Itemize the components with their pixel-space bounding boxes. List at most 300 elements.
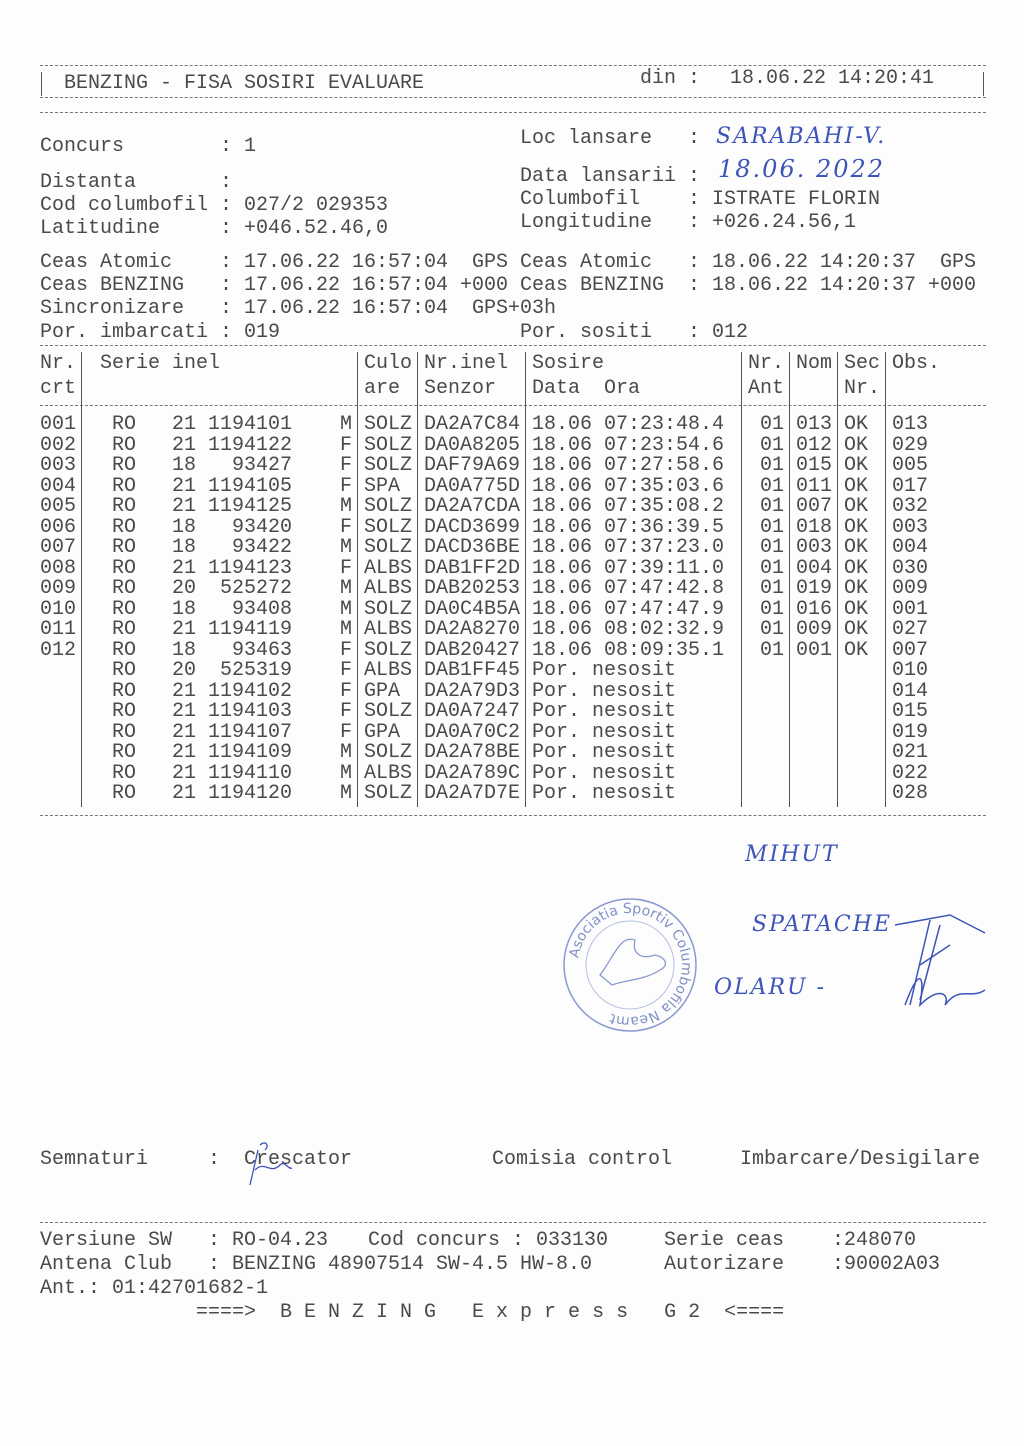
table-row — [40, 784, 986, 804]
autorizare-value: 90002A03 — [844, 1253, 941, 1276]
sensor-ring: DAB1FF2D — [424, 556, 521, 580]
column-divider — [525, 352, 526, 807]
ring-number: 93408 — [232, 597, 293, 621]
sex: F — [340, 659, 353, 682]
table-row — [40, 579, 986, 599]
obs: 027 — [892, 618, 929, 641]
color: SOLZ — [364, 597, 413, 621]
obs: 017 — [892, 474, 929, 498]
arrival: Por. nesosit — [532, 700, 677, 723]
versiune-value: : RO-04.23 — [208, 1229, 329, 1252]
table-row — [40, 597, 986, 621]
obs: 013 — [892, 413, 929, 436]
sensor-ring: DAB20253 — [424, 577, 521, 600]
arrival: 18.06 07:23:54.6 — [532, 433, 725, 457]
table-header: Serie inel — [100, 352, 221, 375]
sex: F — [340, 556, 353, 580]
info-value: 18.06.22 14:20:37 GPS — [712, 251, 977, 274]
nom: 011 — [796, 474, 833, 498]
column-divider — [885, 352, 886, 807]
table-row — [40, 497, 986, 517]
color: SOLZ — [364, 700, 413, 723]
obs: 028 — [892, 782, 929, 805]
sec-nr: OK — [844, 454, 869, 477]
sensor-ring: DA2A7D7E — [424, 782, 521, 805]
table-header: Obs. — [892, 352, 941, 375]
year: 20 — [172, 659, 197, 682]
obs: 032 — [892, 495, 929, 518]
table-header: Data Ora — [532, 377, 641, 400]
sensor-ring: DAB1FF45 — [424, 659, 521, 682]
obs: 009 — [892, 577, 929, 600]
cod-concurs-label: Cod concurs — [368, 1229, 501, 1252]
sex: M — [340, 618, 353, 641]
sex: M — [340, 577, 353, 600]
year: 18 — [172, 515, 197, 539]
sec-nr: OK — [844, 638, 869, 662]
antenna-nr: 01 — [760, 413, 785, 436]
din-value: 18.06.22 14:20:41 — [730, 67, 935, 90]
obs: 007 — [892, 638, 929, 662]
antenna-id: Ant.: 01:42701682-1 — [40, 1277, 269, 1300]
nom: 009 — [796, 618, 833, 641]
table-row — [40, 474, 986, 498]
sex: F — [340, 454, 353, 477]
nr-crt: 006 — [40, 515, 77, 539]
info-value: 17.06.22 16:57:04 +000 — [244, 274, 509, 297]
antenna-nr: 01 — [760, 433, 785, 457]
autorizare-label: Autorizare — [664, 1253, 785, 1276]
sensor-ring: DA0C4B5A — [424, 597, 521, 621]
table-row — [40, 661, 986, 681]
ring-number: 1194107 — [208, 720, 293, 744]
year: 18 — [172, 638, 197, 662]
info-label: Ceas BENZING — [40, 274, 185, 297]
info-value: 17.06.22 16:57:04 GPS — [244, 251, 509, 274]
ring-number: 525272 — [220, 577, 293, 600]
info-label: Latitudine — [40, 217, 161, 240]
year: 21 — [172, 782, 197, 805]
country: RO — [112, 474, 137, 498]
nr-crt: 009 — [40, 577, 77, 600]
column-divider — [741, 352, 742, 807]
table-header: Senzor — [424, 377, 497, 400]
info-colon: : — [220, 135, 233, 158]
sex: F — [340, 474, 353, 498]
svg-text:Asociatia Sportiv Columbofila: Asociatia Sportiv Columbofila Neamt — [566, 900, 695, 1030]
country: RO — [112, 495, 137, 518]
info-value: +026.24.56,1 — [712, 211, 857, 234]
info-colon: : — [688, 188, 701, 211]
nr-crt: 007 — [40, 536, 77, 559]
arrival: 18.06 08:02:32.9 — [532, 618, 725, 641]
color: GPA — [364, 679, 401, 703]
info-label: Sincronizare — [40, 297, 185, 320]
sex: F — [340, 433, 353, 457]
footer-colon: : — [512, 1229, 525, 1252]
table-header: Nr. — [844, 377, 881, 400]
divider — [41, 72, 42, 96]
color: ALBS — [364, 761, 413, 785]
antenna-nr: 01 — [760, 597, 785, 621]
arrival: 18.06 07:47:42.8 — [532, 577, 725, 600]
ring-number: 1194125 — [208, 495, 293, 518]
sensor-ring: DA2A7C84 — [424, 413, 521, 436]
table-row — [40, 702, 986, 722]
color: GPA — [364, 720, 401, 744]
info-label: Concurs — [40, 135, 125, 158]
ring-number: 1194105 — [208, 474, 293, 498]
sex: M — [340, 413, 353, 436]
sex: F — [340, 515, 353, 539]
obs: 014 — [892, 679, 929, 703]
info-label: Ceas Atomic — [40, 251, 173, 274]
color: SOLZ — [364, 413, 413, 436]
table-header: Nom — [796, 352, 833, 375]
arrival: 18.06 07:35:08.2 — [532, 495, 725, 518]
antenna-nr: 01 — [760, 638, 785, 662]
color: ALBS — [364, 659, 413, 682]
nr-crt: 011 — [40, 618, 77, 641]
document-title: BENZING - FISA SOSIRI EVALUARE — [64, 72, 425, 95]
sensor-ring: DA0A70C2 — [424, 720, 521, 744]
info-colon: : — [220, 274, 233, 297]
sensor-ring: DACD3699 — [424, 515, 521, 539]
obs: 010 — [892, 659, 929, 682]
table-row — [40, 620, 986, 640]
divider — [40, 1222, 986, 1223]
year: 21 — [172, 761, 197, 785]
info-value: 17.06.22 16:57:04 GPS+03h — [244, 297, 557, 320]
sex: F — [340, 700, 353, 723]
sensor-ring: DA2A78BE — [424, 741, 521, 764]
nr-crt: 012 — [40, 638, 77, 662]
ring-number: 93420 — [232, 515, 293, 539]
info-label: Data lansarii — [520, 165, 677, 188]
country: RO — [112, 556, 137, 580]
sensor-ring: DA0A7247 — [424, 700, 521, 723]
color: SOLZ — [364, 741, 413, 764]
din-label: din : — [640, 67, 701, 90]
country: RO — [112, 761, 137, 785]
antenna-nr: 01 — [760, 495, 785, 518]
year: 18 — [172, 454, 197, 477]
sec-nr: OK — [844, 413, 869, 436]
color: SOLZ — [364, 536, 413, 559]
color: ALBS — [364, 618, 413, 641]
year: 21 — [172, 474, 197, 498]
ring-number: 1194110 — [208, 761, 293, 785]
footer-colon: : — [832, 1253, 845, 1276]
arrival: Por. nesosit — [532, 741, 677, 764]
column-divider — [357, 352, 358, 807]
info-label: Cod columbofil — [40, 194, 209, 217]
info-label: Por. imbarcati — [40, 321, 209, 344]
arrival: Por. nesosit — [532, 720, 677, 744]
benzing-banner: ====> B E N Z I N G E x p r e s s G 2 <==== — [196, 1301, 785, 1324]
info-value: +046.52.46,0 — [244, 217, 389, 240]
obs: 030 — [892, 556, 929, 580]
obs: 029 — [892, 433, 929, 457]
sec-nr: OK — [844, 536, 869, 559]
sensor-ring: DA0A8205 — [424, 433, 521, 457]
info-value: 019 — [244, 321, 281, 344]
signature-spatache: SPATACHE — [752, 912, 892, 937]
serie-ceas-label: Serie ceas — [664, 1229, 785, 1252]
country: RO — [112, 577, 137, 600]
arrival: Por. nesosit — [532, 782, 677, 805]
info-colon: : — [688, 165, 701, 188]
color: ALBS — [364, 577, 413, 600]
info-colon: : — [220, 194, 233, 217]
serie-ceas-value: 248070 — [844, 1229, 917, 1252]
dove-icon — [600, 939, 665, 985]
nom: 012 — [796, 433, 833, 457]
color: SPA — [364, 474, 401, 498]
info-colon: : — [220, 321, 233, 344]
table-row — [40, 538, 986, 558]
country: RO — [112, 618, 137, 641]
arrival: 18.06 07:47:47.9 — [532, 597, 725, 621]
ring-number: 1194119 — [208, 618, 293, 641]
info-label: Ceas BENZING — [520, 274, 665, 297]
divider — [40, 97, 986, 98]
table-row — [40, 720, 986, 744]
table-header: Sosire — [532, 352, 605, 375]
signature-olaru-scribble — [900, 965, 990, 1015]
table-header: Nr. — [40, 352, 77, 375]
table-row — [40, 556, 986, 580]
nr-crt: 001 — [40, 413, 77, 436]
info-colon: : — [220, 217, 233, 240]
year: 21 — [172, 556, 197, 580]
footer-colon: : — [832, 1229, 845, 1252]
sec-nr: OK — [844, 474, 869, 498]
info-label: Distanta — [40, 171, 137, 194]
table-divider — [40, 345, 986, 346]
sex: M — [340, 597, 353, 621]
ring-number: 93422 — [232, 536, 293, 559]
nr-crt: 005 — [40, 495, 77, 518]
sec-nr: OK — [844, 597, 869, 621]
info-value: 012 — [712, 321, 749, 344]
obs: 021 — [892, 741, 929, 764]
arrival: 18.06 07:36:39.5 — [532, 515, 725, 539]
arrival: 18.06 07:27:58.6 — [532, 454, 725, 477]
sensor-ring: DAB20427 — [424, 638, 521, 662]
ring-number: 1194122 — [208, 433, 293, 457]
year: 21 — [172, 495, 197, 518]
sensor-ring: DA0A775D — [424, 474, 521, 498]
info-colon: : — [688, 321, 701, 344]
table-header: Nr.inel — [424, 352, 509, 375]
divider — [983, 72, 984, 96]
year: 21 — [172, 720, 197, 744]
table-divider — [40, 815, 986, 816]
country: RO — [112, 638, 137, 662]
versiune-label: Versiune SW — [40, 1229, 173, 1252]
year: 18 — [172, 597, 197, 621]
table-row — [40, 515, 986, 539]
ring-number: 1194103 — [208, 700, 293, 723]
country: RO — [112, 515, 137, 539]
data-lansarii-handwritten: 18.06. 2022 — [718, 155, 886, 183]
antenna-nr: 01 — [760, 577, 785, 600]
info-colon: : — [688, 211, 701, 234]
sex: M — [340, 761, 353, 785]
country: RO — [112, 454, 137, 477]
country: RO — [112, 720, 137, 744]
divider — [40, 65, 986, 66]
arrival: 18.06 08:09:35.1 — [532, 638, 725, 662]
semnaturi-colon: : — [208, 1148, 221, 1171]
column-divider — [789, 352, 790, 807]
color: SOLZ — [364, 495, 413, 518]
antena-label: Antena Club — [40, 1253, 173, 1276]
info-value: ISTRATE FLORIN — [712, 188, 881, 211]
obs: 022 — [892, 761, 929, 785]
nom: 019 — [796, 577, 833, 600]
antena-value: : BENZING 48907514 SW-4.5 HW-8.0 — [208, 1253, 593, 1276]
info-label: Por. sositi — [520, 321, 653, 344]
sex: F — [340, 720, 353, 744]
obs: 019 — [892, 720, 929, 744]
nom: 001 — [796, 638, 833, 662]
antenna-nr: 01 — [760, 618, 785, 641]
arrival: 18.06 07:35:03.6 — [532, 474, 725, 498]
nom: 018 — [796, 515, 833, 539]
antenna-nr: 01 — [760, 556, 785, 580]
info-colon: : — [688, 251, 701, 274]
table-header: are — [364, 377, 401, 400]
ring-number: 525319 — [220, 659, 293, 682]
ring-number: 1194120 — [208, 782, 293, 805]
year: 21 — [172, 618, 197, 641]
sex: M — [340, 741, 353, 764]
crescator-label: Crescator — [244, 1148, 353, 1171]
column-divider — [417, 352, 418, 807]
sensor-ring: DA2A789C — [424, 761, 521, 785]
ring-number: 1194102 — [208, 679, 293, 703]
color: SOLZ — [364, 433, 413, 457]
comisia-label: Comisia control — [492, 1148, 673, 1171]
column-divider — [837, 352, 838, 807]
signature-mihut: MIHUT — [745, 842, 839, 867]
club-stamp — [560, 895, 700, 1035]
obs: 001 — [892, 597, 929, 621]
nr-crt: 004 — [40, 474, 77, 498]
country: RO — [112, 433, 137, 457]
table-header: Ant — [748, 377, 785, 400]
divider — [40, 112, 986, 113]
country: RO — [112, 782, 137, 805]
year: 18 — [172, 536, 197, 559]
obs: 015 — [892, 700, 929, 723]
info-colon: : — [688, 274, 701, 297]
info-value: 1 — [244, 135, 257, 158]
year: 21 — [172, 679, 197, 703]
sex: M — [340, 536, 353, 559]
ring-number: 93427 — [232, 454, 293, 477]
info-colon: : — [220, 171, 233, 194]
ring-number: 93463 — [232, 638, 293, 662]
sec-nr: OK — [844, 515, 869, 539]
column-divider — [81, 352, 82, 807]
nom: 004 — [796, 556, 833, 580]
table-header: crt — [40, 377, 77, 400]
table-row — [40, 743, 986, 763]
arrival: Por. nesosit — [532, 679, 677, 703]
info-label: Loc lansare — [520, 127, 653, 150]
year: 21 — [172, 413, 197, 436]
country: RO — [112, 741, 137, 764]
antenna-nr: 01 — [760, 515, 785, 539]
nr-crt: 002 — [40, 433, 77, 457]
info-colon: : — [688, 127, 701, 150]
ring-number: 1194123 — [208, 556, 293, 580]
nom: 016 — [796, 597, 833, 621]
semnaturi-label: Semnaturi — [40, 1148, 149, 1171]
obs: 003 — [892, 515, 929, 539]
nr-crt: 010 — [40, 597, 77, 621]
country: RO — [112, 679, 137, 703]
obs: 005 — [892, 454, 929, 477]
info-label: Ceas Atomic — [520, 251, 653, 274]
info-value: 027/2 029353 — [244, 194, 389, 217]
country: RO — [112, 659, 137, 682]
sec-nr: OK — [844, 495, 869, 518]
antenna-nr: 01 — [760, 536, 785, 559]
year: 21 — [172, 700, 197, 723]
cod-concurs-value: 033130 — [536, 1229, 609, 1252]
table-row — [40, 456, 986, 476]
info-colon: : — [220, 251, 233, 274]
nom: 015 — [796, 454, 833, 477]
sex: F — [340, 679, 353, 703]
sensor-ring: DA2A7CDA — [424, 495, 521, 518]
arrival: Por. nesosit — [532, 761, 677, 785]
antenna-nr: 01 — [760, 474, 785, 498]
color: ALBS — [364, 556, 413, 580]
sensor-ring: DAF79A69 — [424, 454, 521, 477]
crescator-signature — [240, 1140, 300, 1190]
nom: 003 — [796, 536, 833, 559]
info-label: Columbofil — [520, 188, 641, 211]
sensor-ring: DACD36BE — [424, 536, 521, 559]
color: SOLZ — [364, 638, 413, 662]
table-row — [40, 679, 986, 703]
table-header: Nr. — [748, 352, 785, 375]
sec-nr: OK — [844, 618, 869, 641]
color: SOLZ — [364, 454, 413, 477]
loc-lansare-handwritten: SARABAHI-V. — [716, 124, 887, 149]
nom: 007 — [796, 495, 833, 518]
sec-nr: OK — [844, 556, 869, 580]
country: RO — [112, 536, 137, 559]
arrival: 18.06 07:37:23.0 — [532, 536, 725, 559]
table-row — [40, 433, 986, 457]
year: 20 — [172, 577, 197, 600]
year: 21 — [172, 433, 197, 457]
imbarcare-label: Imbarcare/Desigilare — [740, 1148, 981, 1171]
sex: F — [340, 638, 353, 662]
info-value: 18.06.22 14:20:37 +000 — [712, 274, 977, 297]
nr-crt: 008 — [40, 556, 77, 580]
nom: 013 — [796, 413, 833, 436]
arrival: 18.06 07:39:11.0 — [532, 556, 725, 580]
table-divider — [40, 405, 986, 406]
table-header: Culo — [364, 352, 413, 375]
